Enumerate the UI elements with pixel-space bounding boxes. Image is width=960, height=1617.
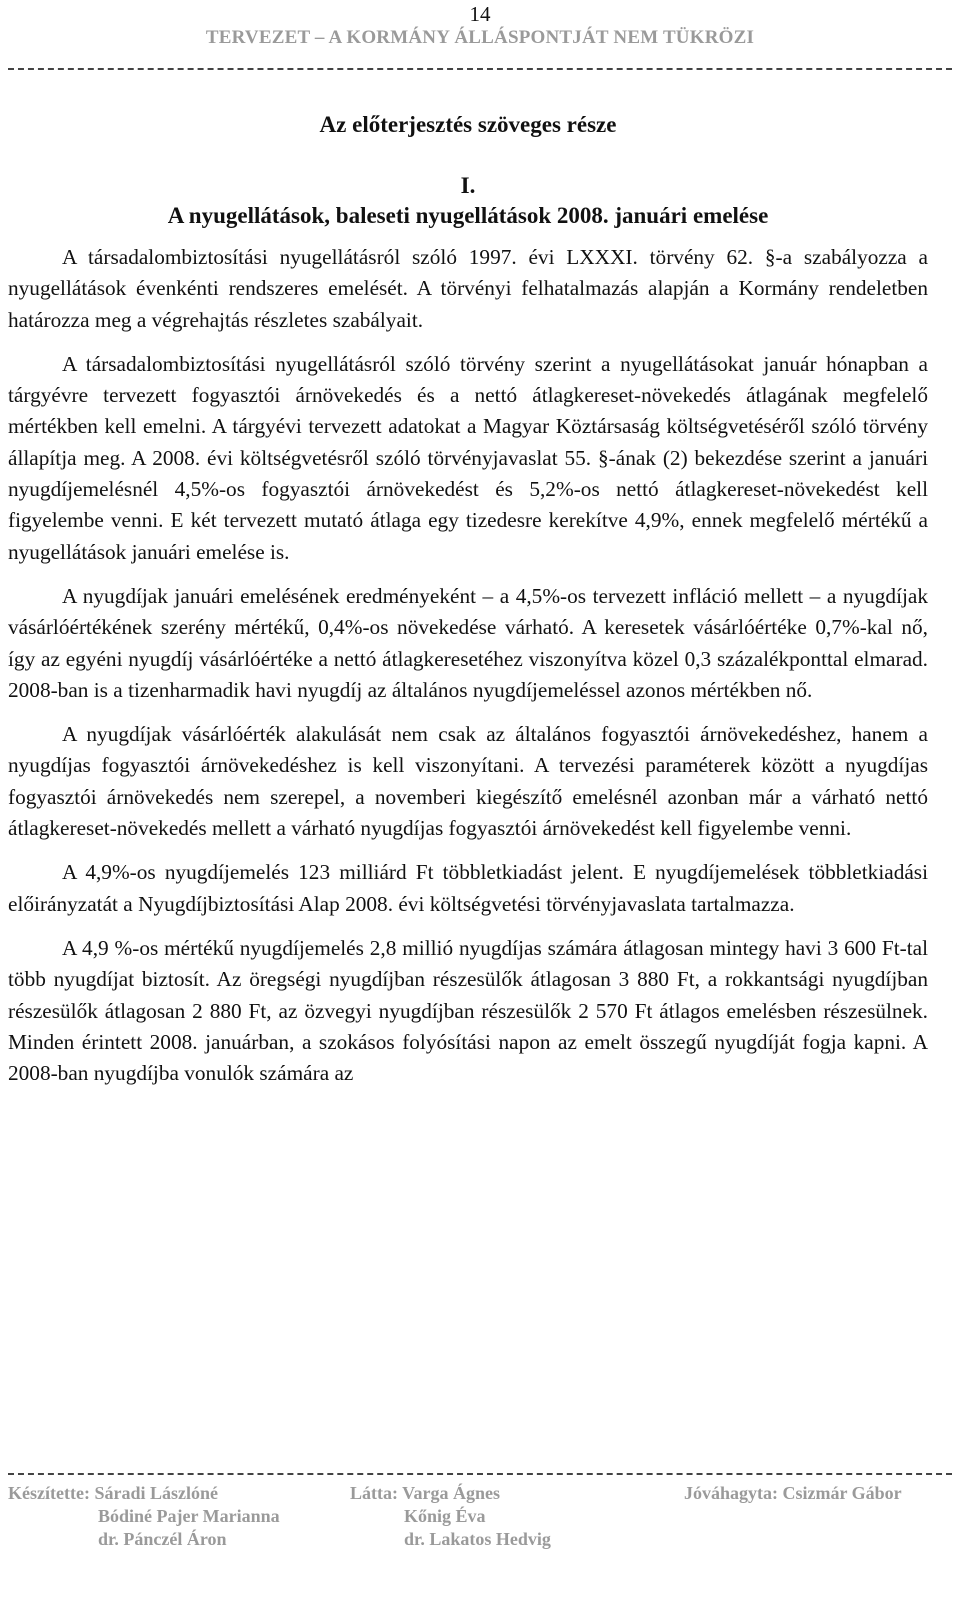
paragraph: A társadalombiztosítási nyugellátásról szóló törvény szerint a nyugellátásokat január hónapban a tárgyévre tervezett fogyasztói árnövekedés és a nettó átlagkereset-növekedés átlagának megfelelő mértékben kell emelni. A tárgyévi tervezett adatokat a Magyar Köztársaság költségvetéséről szóló törvény állapítja meg. A 2008. évi költségvetésről szóló törvényjavaslat 55. §-ának (2) bekezdése szerint a januári nyugdíjemelésnél 4,5%-os fogyasztói árnövekedést és 5,2%-os nettó átlagkereset-növekedést kell figyelembe venni. E két tervezett mutató átlaga egy tizedesre kerekítve 4,9%, ennek megfelelő mértékű a nyugellátások januári emelése is.	[8, 351, 928, 564]
footer-divider	[8, 1473, 952, 1475]
seen-by-name: Kőnig Éva	[404, 1506, 486, 1526]
paragraph: A 4,9 %-os mértékű nyugdíjemelés 2,8 millió nyugdíjas számára átlagosan mintegy havi 3 600 Ft-tal több nyugdíjat biztosít. Az öregségi nyugdíjban részesülők átlagosan 3 880 Ft, a rokkantsági nyugdíjban részesülők átlagosan 2 880 Ft, az özvegyi nyugdíjban részesülők 2 570 Ft átlagos emelésben részesülnek. Minden érintett 2008. januárban, a szokásos folyósítási napon az emelt összegű nyugdíját fogja kapni. A 2008-ban nyugdíjba vonulók számára az	[8, 935, 928, 1086]
paragraph: A társadalombiztosítási nyugellátásról szóló 1997. évi LXXXI. törvény 62. §-a szabályozza a nyugellátások évenkénti rendszeres emelését. A törvényi felhatalmazás alapján a Kormány rendeletben határozza meg a végrehajtás részletes szabályait.	[8, 245, 928, 332]
paragraph: A nyugdíjak januári emelésének eredményeként – a 4,5%-os tervezett infláció mellett – a nyugdíjak vásárlóértékének szerény mértékű, 0,4%-os növekedése várható. A keresetek vásárlóértéke 0,7%-kal nő, így az egyéni nyugdíj vásárlóértéke a nettó átlagkeresetéhez viszonyítva közel 0,3 százalékponttal elmarad. 2008-ban is a tizenharmadik havi nyugdíj az általános nyugdíjemeléssel azonos mértékben nő.	[8, 583, 928, 702]
chapter-number: I.	[460, 173, 476, 198]
prepared-by-name: dr. Pánczél Áron	[98, 1529, 227, 1549]
footer-prepared-by	[8, 1482, 280, 1551]
chapter-title: A nyugellátások, baleseti nyugellátások 2008. januári emelése	[167, 203, 769, 228]
paragraph: A 4,9%-os nyugdíjemelés 123 milliárd Ft többletkiadást jelent. E nyugdíjemelések többletkiadási előirányzatát a Nyugdíjbiztosítási Alap 2008. évi költségvetési törvényjavaslata tartalmazza.	[8, 860, 928, 916]
draft-watermark-note: TERVEZET – A KORMÁNY ÁLLÁSPONTJÁT NEM TÜKRÖZI	[205, 27, 755, 48]
paragraph: A nyugdíjak vásárlóérték alakulását nem csak az általános fogyasztói árnövekedéshez, hanem a nyugdíjas fogyasztói árnövekedéshez is kell viszonyítani. A tervezési paraméterek között a nyugdíjas fogyasztói árnövekedés nem szerepel, a novemberi kiegészítő emelésnél azonban már a várható nettó átlagkereset-növekedés mellett a várható nyugdíjas fogyasztói árnövekedést kell figyelembe venni.	[8, 722, 928, 841]
seen-by-name: dr. Lakatos Hedvig	[404, 1529, 551, 1549]
footer-seen-by	[350, 1482, 551, 1551]
prepared-by-label: Készítette: Sáradi Lászlóné	[8, 1483, 218, 1503]
header-divider	[8, 68, 952, 70]
document-body	[8, 104, 928, 1089]
section-title: Az előterjesztés szöveges része	[319, 112, 617, 137]
seen-by-label: Látta: Varga Ágnes	[350, 1483, 501, 1503]
approved-by-label: Jóváhagyta: Csizmár Gábor	[684, 1483, 902, 1503]
page-number: 14	[469, 2, 491, 26]
footer-approved-by	[684, 1482, 902, 1505]
prepared-by-name: Bódiné Pajer Marianna	[98, 1506, 280, 1526]
